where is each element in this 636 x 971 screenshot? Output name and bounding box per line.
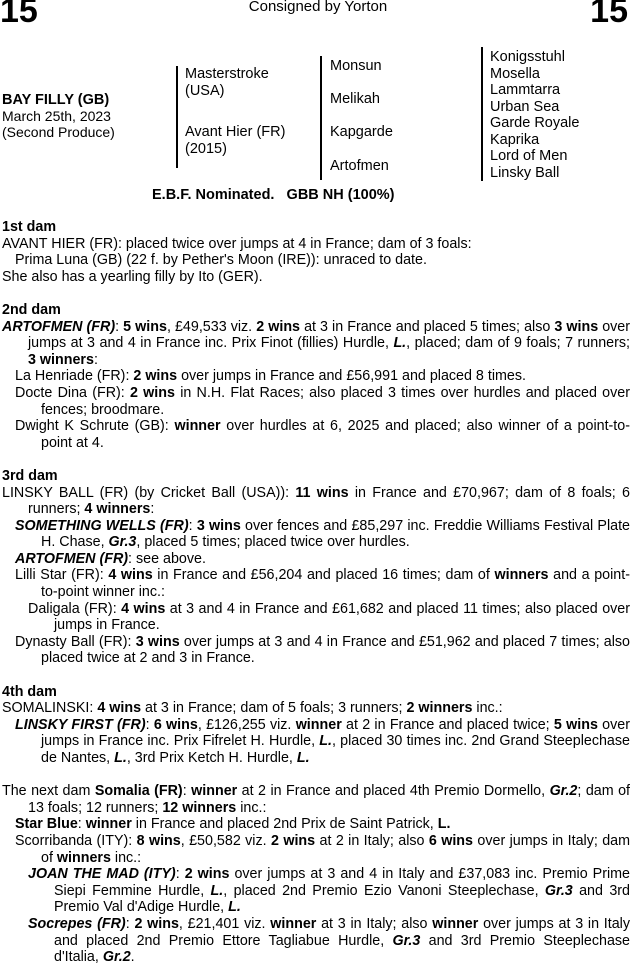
dam3-foal-4: Dynasty Ball (FR): 3 wins over jumps at 3 and 4 in France and £51,962 and placed 7 times; also placed twice at 2 and 3 in France. — [15, 633, 631, 667]
pedigree-line-1 — [176, 66, 178, 168]
gen2-sire-sire: Monsun — [330, 58, 382, 74]
gen3-item: Kaprika — [490, 131, 540, 148]
next-dam-grandfoal-2: Socrepes (FR): 2 wins, £21,401 viz. winner at 3 in Italy; also winner over jumps at 3 in Italy and placed 2nd Premio Ettore Tagliabue Hurdle, Gr.3 and 3rd Premio Steeplechase d'Italia, Gr.2. — [28, 915, 630, 966]
dam1-line: AVANT HIER (FR): placed twice over jumps at 4 in France; dam of 3 foals: — [2, 235, 472, 252]
dam3-foal-3: Lilli Star (FR): 4 wins in France and £56,204 and placed 16 times; dam of winners and a point-to-point winner inc.: — [15, 567, 630, 601]
dam2-entry: ARTOFMEN (FR): 5 wins, £49,533 viz. 2 wins at 3 in France and placed 5 times; also 3 wins over jumps at 3 and 4 in France inc. Prix Finot (fillies) Hurdle, L., placed; dam of 9 foals; 7 runners; 3 winners: — [2, 318, 631, 368]
gen3-item: Garde Royale — [490, 115, 580, 131]
sire-name: Masterstroke — [185, 66, 269, 82]
gen3-item: Lammtarra — [490, 82, 561, 98]
section-2nd-dam: 2nd dam — [2, 301, 61, 318]
dam1-note: She also has a yearling filly by Ito (GER). — [2, 268, 263, 285]
sire — [185, 66, 269, 99]
dam4-entry: SOMALINSKI: 4 wins at 3 in France; dam of 5 foals; 3 runners; 2 winners inc.: — [2, 700, 503, 717]
dam3-grandfoal: Daligala (FR): 4 wins at 3 and 4 in France and £61,682 and placed 11 times; also placed over jumps in France. — [28, 600, 631, 634]
consignor: Consigned by Yorton — [248, 0, 388, 15]
next-dam-foal-1: Star Blue: winner in France and placed 2nd Prix de Saint Patrick, L. — [15, 816, 451, 833]
dam4-foal-1: LINSKY FIRST (FR): 6 wins, £126,255 viz. winner at 2 in France and placed twice; 5 wins over jumps in France inc. Prix Fifrelet H. Hurdle, L., placed 30 times inc. 2nd Grand Steeplechase de Nantes, L., 3rd Prix Ketch H. Hurdle, L. — [15, 716, 630, 766]
lot-number-right: 15 — [590, 0, 628, 30]
sire-country: (USA) — [185, 82, 225, 99]
ebf-nomination: E.B.F. Nominated. GBB NH (100%) — [152, 187, 395, 203]
section-1st-dam: 1st dam — [2, 219, 57, 235]
section-3rd-dam: 3rd dam — [2, 467, 58, 484]
dam2-foal-2: Docte Dina (FR): 2 wins in N.H. Flat Races; also placed 3 times over hurdles and placed over fences; broodmare. — [15, 384, 630, 418]
pedigree-line-3 — [481, 47, 483, 181]
horse-details — [2, 92, 115, 140]
gen3-item: Lord of Men — [490, 148, 568, 164]
next-dam-entry: The next dam Somalia (FR): winner at 2 in France and placed 4th Premio Dormello, Gr.2; dam of 13 foals; 12 runners; 12 winners inc.: — [2, 783, 631, 816]
dam — [185, 124, 285, 157]
pedigree-line-2 — [320, 56, 322, 180]
gen3-list — [490, 49, 579, 181]
dam3-entry: LINSKY BALL (FR) (by Cricket Ball (USA)): 11 wins in France and £70,967; dam of 8 foals; 6 runners; 4 winners: — [2, 484, 630, 518]
gen3-item: Konigsstuhl — [490, 49, 565, 65]
gen2-dam-sire: Kapgarde — [330, 124, 393, 140]
catalogue-body — [2, 219, 630, 966]
next-dam-grandfoal-1: JOAN THE MAD (ITY): 2 wins over jumps at 3 and 4 in Italy and £37,083 inc. Premio Prime Siepi Femmine Hurdle, L., placed 2nd Premio Ezio Vanoni Steeplechase, Gr.3 and 3rd Premio Val d'Adige Hurdle, L. — [28, 866, 631, 916]
next-dam-foal-2: Scorribanda (ITY): 8 wins, £50,582 viz. 2 wins at 2 in Italy; also 6 wins over jumps in Italy; dam of winners inc.: — [15, 832, 631, 866]
gen3-item: Mosella — [490, 65, 540, 82]
dam-year: (2015) — [185, 140, 227, 157]
gen3-item: Linsky Ball — [490, 164, 560, 181]
produce-note: (Second Produce) — [2, 124, 115, 140]
foaled-date: March 25th, 2023 — [2, 108, 111, 124]
horse-name: BAY FILLY (GB) — [2, 92, 110, 108]
gen3-item: Urban Sea — [490, 98, 560, 115]
dam2-foal-1: La Henriade (FR): 2 wins over jumps in France and £56,991 and placed 8 times. — [15, 368, 526, 385]
dam3-foal-2: ARTOFMEN (FR): see above. — [15, 550, 206, 567]
gen2-sire-dam: Melikah — [330, 91, 380, 107]
lot-number-left: 15 — [0, 0, 38, 30]
gen2-dam-dam: Artofmen — [330, 158, 389, 174]
dam-name: Avant Hier (FR) — [185, 124, 286, 140]
dam3-foal-1: SOMETHING WELLS (FR): 3 wins over fences and £85,297 inc. Freddie Williams Festival Plate H. Chase, Gr.3, placed 5 times; placed twice over hurdles. — [15, 517, 631, 551]
section-4th-dam: 4th dam — [2, 683, 57, 700]
dam1-foal: Prima Luna (GB) (22 f. by Pether's Moon (IRE)): unraced to date. — [15, 252, 427, 269]
dam2-foal-3: Dwight K Schrute (GB): winner over hurdles at 6, 2025 and placed; also winner of a point-to-point at 4. — [15, 418, 630, 451]
